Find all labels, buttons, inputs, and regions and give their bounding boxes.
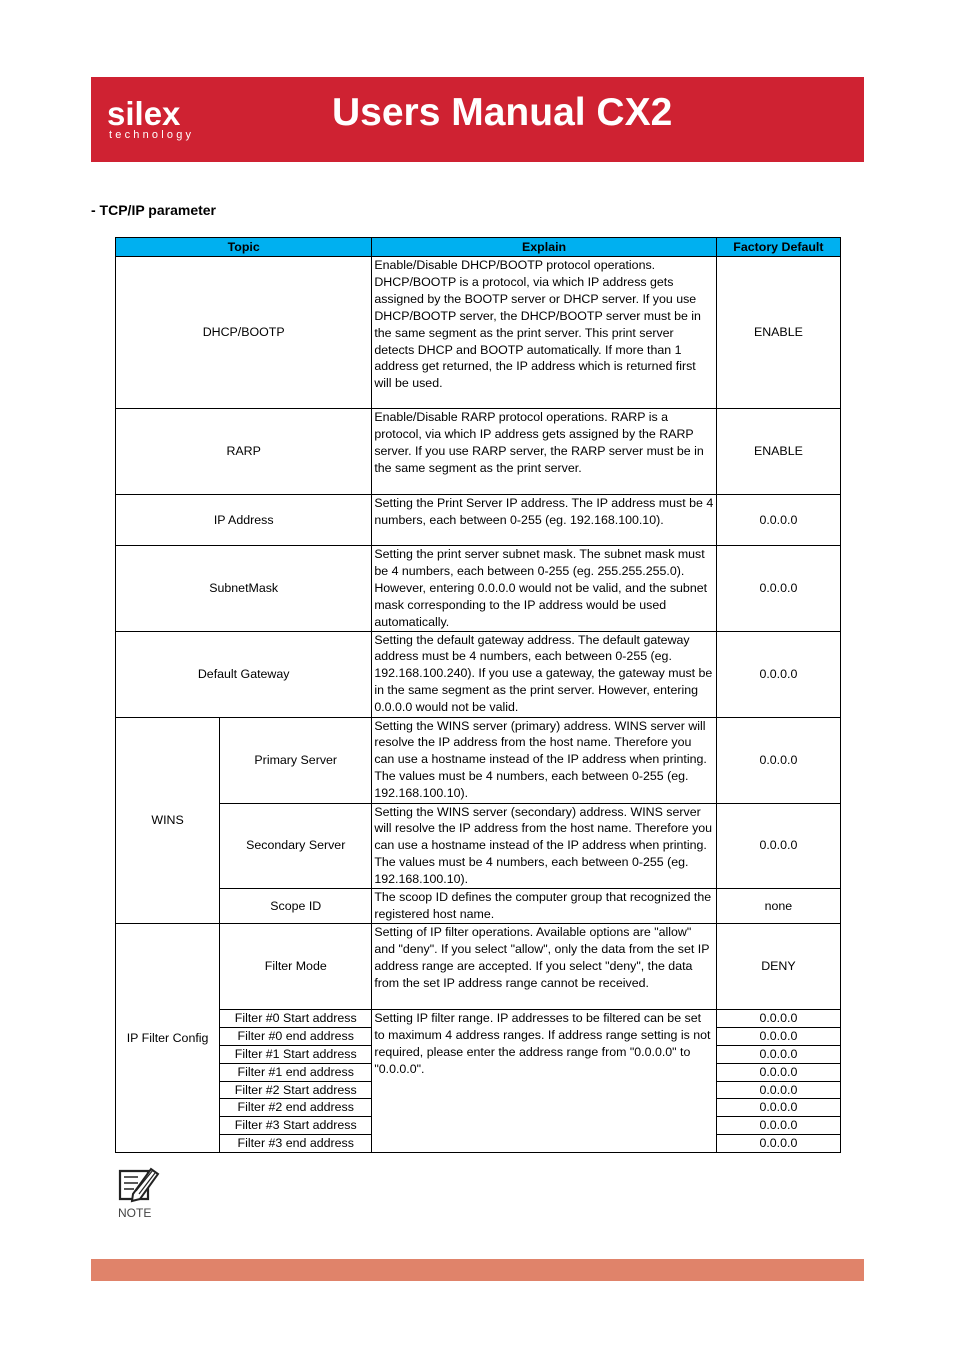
note-label: NOTE <box>118 1206 152 1220</box>
document-title: Users Manual CX2 <box>332 91 673 134</box>
table-row <box>116 546 841 632</box>
table-row <box>116 631 841 717</box>
default-cell: 0.0.0.0 <box>716 495 840 546</box>
table-row <box>116 717 841 803</box>
table-row <box>116 1009 841 1027</box>
table-row <box>116 409 841 495</box>
topic-cell-wins: WINS <box>116 717 220 923</box>
table-row <box>116 257 841 409</box>
default-cell: 0.0.0.0 <box>716 803 840 889</box>
default-cell: ENABLE <box>716 257 840 409</box>
filter-label-cell: Filter #1 end address <box>220 1063 372 1081</box>
explain-cell: Enable/Disable DHCP/BOOTP protocol operations. DHCP/BOOTP is a protocol, via which IP address gets assigned by the BOOTP server or DHCP server. If you use DHCP/BOOTP server, the DHCP/BOOTP server must be in the same segment as the print server. This print server detects DHCP and BOOTP automatically. If more than 1 address get returned, the IP address which is returned first will be used. <box>372 257 716 409</box>
logo-word: silex <box>107 95 181 132</box>
tcpip-parameter-table <box>115 237 841 1153</box>
section-title: - TCP/IP parameter <box>91 202 217 218</box>
header-topic: Topic <box>116 238 372 257</box>
table-header-row <box>116 238 841 257</box>
subtopic-cell: Filter Mode <box>220 923 372 1009</box>
default-cell: none <box>716 889 840 924</box>
filter-default-cell: 0.0.0.0 <box>716 1045 840 1063</box>
default-cell: DENY <box>716 923 840 1009</box>
subtopic-cell: Primary Server <box>220 717 372 803</box>
header-banner <box>91 77 864 162</box>
filter-label-cell: Filter #1 Start address <box>220 1045 372 1063</box>
default-cell: 0.0.0.0 <box>716 546 840 632</box>
topic-cell: DHCP/BOOTP <box>116 257 372 409</box>
filter-default-cell: 0.0.0.0 <box>716 1009 840 1027</box>
filter-default-cell: 0.0.0.0 <box>716 1135 840 1153</box>
explain-cell: Setting the WINS server (primary) address. WINS server will resolve the IP address from the host name. Therefore you can use a hostname instead of the IP address when printing. The values must be 4 numbers, each between 0-255 (eg. 192.168.100.10). <box>372 717 716 803</box>
filter-default-cell: 0.0.0.0 <box>716 1027 840 1045</box>
explain-cell: Setting of IP filter operations. Available options are "allow" and "deny". If you select "allow", only the data from the set IP address range are accepted. If you select "deny", the data from the set IP address range cannot be received. <box>372 923 716 1009</box>
explain-cell: Enable/Disable RARP protocol operations. RARP is a protocol, via which IP address gets assigned by the RARP server. If you use RARP server, the RARP server must be in the same segment as the print server. <box>372 409 716 495</box>
filter-default-cell: 0.0.0.0 <box>716 1063 840 1081</box>
filter-label-cell: Filter #2 Start address <box>220 1081 372 1099</box>
silex-logo <box>107 95 195 141</box>
explain-cell: Setting the default gateway address. The default gateway address must be 4 numbers, each between 0-255 (eg. 192.168.100.240). If you use a gateway, the gateway must be in the same segment as the print server. However, entering 0.0.0.0 would not be valid. <box>372 631 716 717</box>
table-row <box>116 495 841 546</box>
topic-cell-ipfilter: IP Filter Config <box>116 923 220 1152</box>
filter-label-cell: Filter #2 end address <box>220 1099 372 1117</box>
subtopic-cell: Scope ID <box>220 889 372 924</box>
topic-cell: RARP <box>116 409 372 495</box>
filter-label-cell: Filter #0 end address <box>220 1027 372 1045</box>
table-row <box>116 923 841 1009</box>
default-cell: ENABLE <box>716 409 840 495</box>
explain-cell-filter-range: Setting IP filter range. IP addresses to be filtered can be set to maximum 4 address ranges. If address range setting is not required, please enter the address range from "0.0.0.0" to "0.0.0.0". <box>372 1009 716 1152</box>
filter-label-cell: Filter #0 Start address <box>220 1009 372 1027</box>
explain-cell: Setting the WINS server (secondary) address. WINS server will resolve the IP address from the host name. Therefore you can use a hostname instead of the IP address when printing. The values must be 4 numbers, each between 0-255 (eg. 192.168.100.10). <box>372 803 716 889</box>
table-row <box>116 803 841 889</box>
filter-default-cell: 0.0.0.0 <box>716 1117 840 1135</box>
table-row <box>116 889 841 924</box>
header-default: Factory Default <box>716 238 840 257</box>
header-explain: Explain <box>372 238 716 257</box>
filter-label-cell: Filter #3 Start address <box>220 1117 372 1135</box>
footer-bar <box>91 1259 864 1281</box>
filter-default-cell: 0.0.0.0 <box>716 1081 840 1099</box>
filter-label-cell: Filter #3 end address <box>220 1135 372 1153</box>
topic-cell: Default Gateway <box>116 631 372 717</box>
default-cell: 0.0.0.0 <box>716 717 840 803</box>
logo-subtext: technology <box>109 129 195 141</box>
topic-cell: SubnetMask <box>116 546 372 632</box>
subtopic-cell: Secondary Server <box>220 803 372 889</box>
topic-cell: IP Address <box>116 495 372 546</box>
default-cell: 0.0.0.0 <box>716 631 840 717</box>
explain-cell: The scoop ID defines the computer group that recognized the registered host name. <box>372 889 716 924</box>
explain-cell: Setting the Print Server IP address. The IP address must be 4 numbers, each between 0-255 (eg. 192.168.100.10). <box>372 495 716 546</box>
explain-cell: Setting the print server subnet mask. The subnet mask must be 4 numbers, each between 0-255 (eg. 255.255.255.0). However, entering 0.0.0.0 would not be valid, and the subnet mask corresponding to the IP address would be used automatically. <box>372 546 716 632</box>
filter-default-cell: 0.0.0.0 <box>716 1099 840 1117</box>
